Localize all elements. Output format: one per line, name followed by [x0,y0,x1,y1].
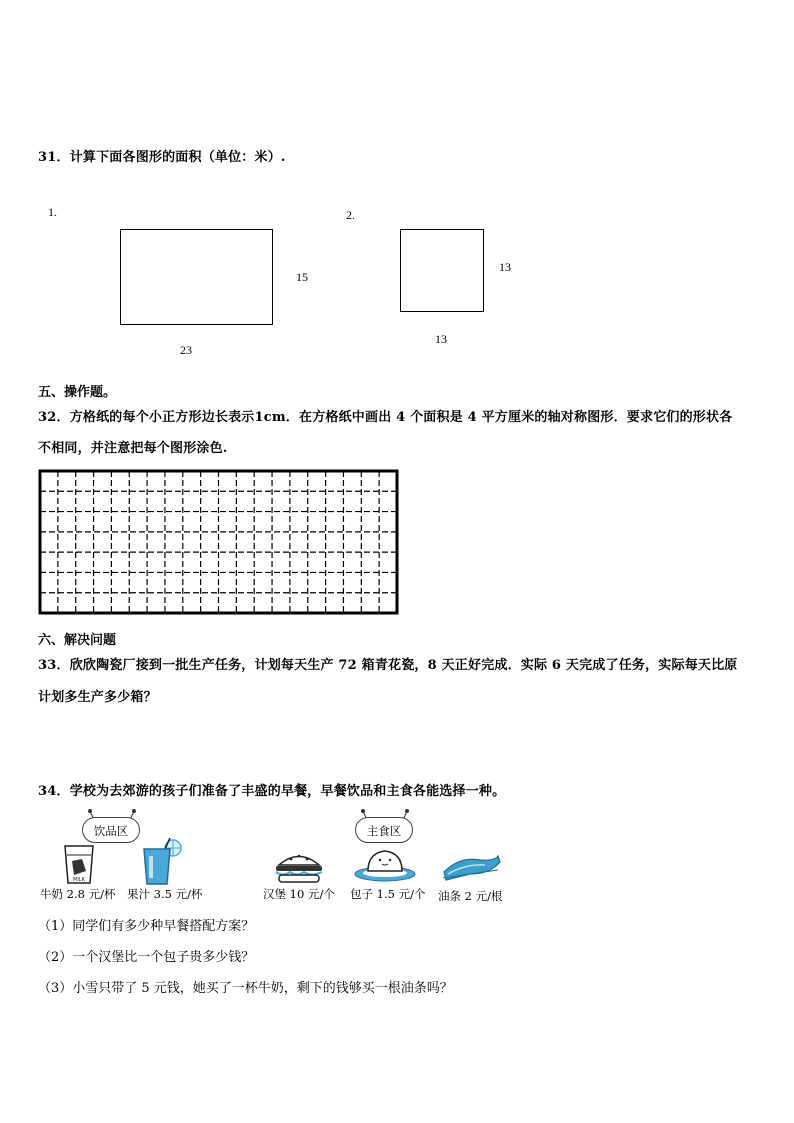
section6-title: 六、解决问题 [38,633,117,648]
food-zone-sign: 主食区 [355,817,413,843]
square-width-label: 13 [435,332,447,346]
milk-glass-icon [62,843,96,885]
milk-logo: MILK [73,877,85,883]
grid-paper[interactable] [38,469,400,615]
square-figure [400,229,484,312]
juice-caption: 果汁 3.5 元/杯 [127,887,203,901]
bun-caption: 包子 1.5 元/个 [350,887,426,901]
burger-icon [273,850,325,884]
juice-glass-icon [140,836,182,886]
square-height-label: 13 [499,260,511,274]
figure1-label: 1. [48,205,57,219]
drink-zone-sign: 饮品区 [82,817,140,843]
q32-line1: 32．方格纸的每个小正方形边长表示1cm．在方格纸中画出 4 个面积是 4 平方厘米的轴对称图形．要求它们的形状各 [38,410,733,425]
q34-sub2: （2）一个汉堡比一个包子贵多少钱？ [38,950,255,965]
q34-sub1: （1）同学们有多少种早餐搭配方案？ [38,919,255,934]
q32-line2: 不相同，并注意把每个图形涂色. [38,441,228,456]
q33-line1: 33．欣欣陶瓷厂接到一批生产任务，计划每天生产 72 箱青花瓷，8 天正好完成．实际 6 天完成了任务，实际每天比原 [38,658,738,673]
rectangle-width-label: 23 [180,343,192,357]
youtiao-caption: 油条 2 元/根 [438,889,503,903]
burger-caption: 汉堡 10 元/个 [263,887,335,901]
q31-title: 31．计算下面各图形的面积（单位：米）. [38,150,286,165]
rectangle-figure [120,229,273,325]
milk-caption: 牛奶 2.8 元/杯 [40,887,116,901]
figure2-label: 2. [346,208,355,222]
q34-title: 34．学校为去郊游的孩子们准备了丰盛的早餐，早餐饮品和主食各能选择一种。 [38,784,506,799]
q33-line2: 计划多生产多少箱？ [38,690,157,705]
youtiao-icon [440,852,502,882]
q34-sub3: （3）小雪只带了 5 元钱，她买了一杯牛奶，剩下的钱够买一根油条吗？ [38,981,453,996]
section5-title: 五、操作题。 [38,385,117,400]
bun-icon [352,847,418,883]
rectangle-height-label: 15 [296,270,308,284]
